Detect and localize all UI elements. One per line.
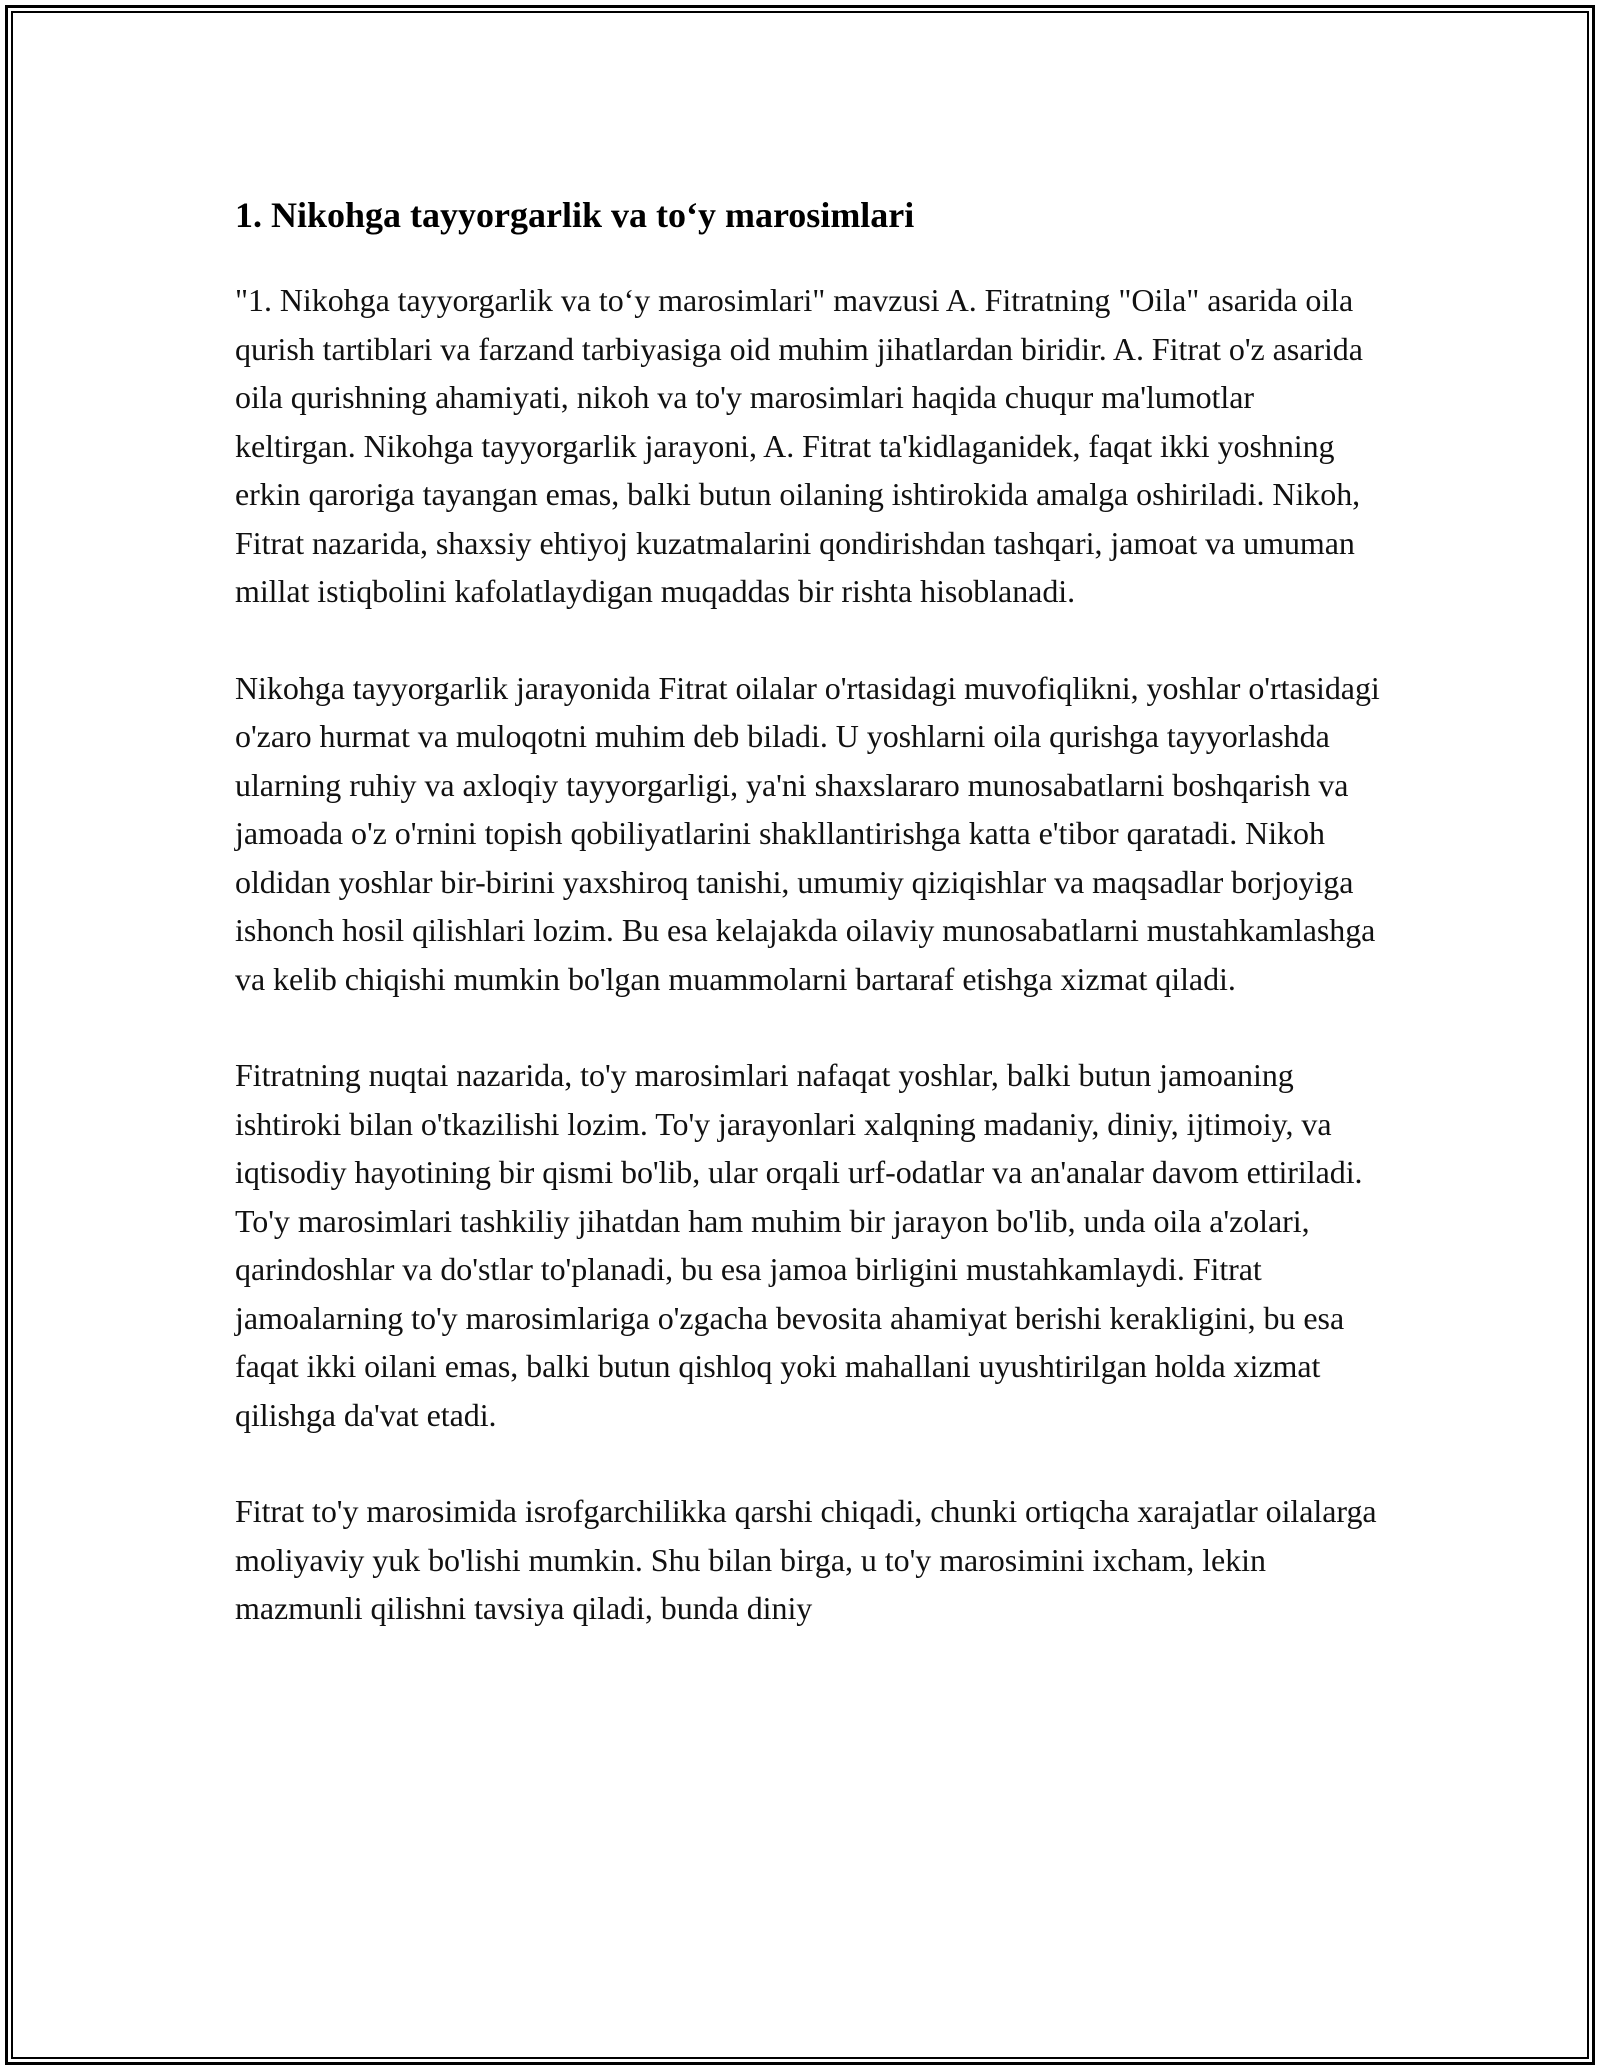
paragraph-2: Nikohga tayyorgarlik jarayonida Fitrat oilalar o'rtasidagi muvofiqlikni, yoshlar o'rtasidagi o'zaro hurmat va muloqotni muhim deb biladi. U yoshlarni oila qurishga tayyorlashda ularning ruhiy va axloqiy tayyorgarligi, ya'ni shaxslararo munosabatlarni boshqarish va jamoada o'z o'rnini topish qobiliyatlarini shakllantirishga katta e'tibor qaratadi. Nikoh oldidan yoshlar bir-birini yaxshiroq tanishi, umumiy qiziqishlar va maqsadlar borjoyiga ishonch hosil qilishlari lozim. Bu esa kelajakda oilaviy munosabatlarni mustahkamlashga va kelib chiqishi mumkin bo'lgan muammolarni bartaraf etishga xizmat qiladi. — [235, 669, 1380, 997]
paragraph-4: Fitrat to'y marosimida isrofgarchilikka qarshi chiqadi, chunki ortiqcha xarajatlar oilalarga moliyaviy yuk bo'lishi mumkin. Shu bilan birga, u to'y marosimini ixcham, lekin mazmunli qilishni tavsiya qiladi, bunda diniy — [235, 1493, 1377, 1626]
document-body — [235, 188, 1380, 1681]
document-title: 1. Nikohga tayyorgarlik va to‘y marosimlari — [235, 195, 915, 235]
paragraph-1: "1. Nikohga tayyorgarlik va to‘y marosimlari" mavzusi A. Fitratning "Oila" asarida oila qurish tartiblari va farzand tarbiyasiga oid muhim jihatlardan biridir. A. Fitrat o'z asarida oila qurishning ahamiyati, nikoh va to'y marosimlari haqida chuqur ma'lumotlar keltirgan. Nikohga tayyorgarlik jarayoni, A. Fitrat ta'kidlaganidek, faqat ikki yoshning erkin qaroriga tayangan emas, balki butun oilaning ishtirokida amalga oshiriladi. Nikoh, Fitrat nazarida, shaxsiy ehtiyoj kuzatmalarini qondirishdan tashqari, jamoat va umuman millat istiqbolini kafolatlaydigan muqaddas bir rishta hisoblanadi. — [235, 282, 1363, 609]
paragraph-3: Fitratning nuqtai nazarida, to'y marosimlari nafaqat yoshlar, balki butun jamoaning ishtiroki bilan o'tkazilishi lozim. To'y jarayonlari xalqning madaniy, diniy, ijtimoiy, va iqtisodiy hayotining bir qismi bo'lib, ular orqali urf-odatlar va an'analar davom ettiriladi. To'y marosimlari tashkiliy jihatdan ham muhim bir jarayon bo'lib, unda oila a'zolari, qarindoshlar va do'stlar to'planadi, bu esa jamoa birligini mustahkamlaydi. Fitrat jamoalarning to'y marosimlariga o'zgacha bevosita ahamiyat berishi kerakligini, bu esa faqat ikki oilani emas, balki butun qishloq yoki mahallani uyushtirilgan holda xizmat qilishga da'vat etadi. — [235, 1057, 1363, 1433]
